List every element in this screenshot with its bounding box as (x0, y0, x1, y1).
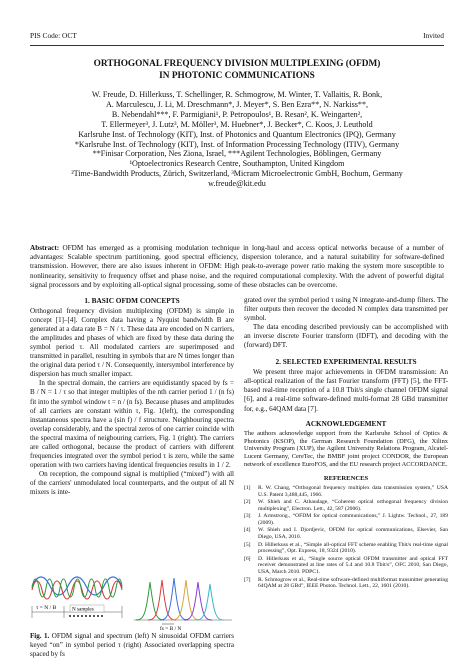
reference-number: [2] (244, 499, 251, 506)
section-heading: 1. BASIC OFDM CONCEPTS (84, 296, 180, 305)
reference-item (244, 527, 448, 541)
reference-text: D. Hillerkuss et al., “Simple all-optical FFT scheme enabling Tbit/s real-time signal processing”, Opt. Express, 18, 9324 (2010). (258, 541, 448, 555)
header-rule (30, 45, 444, 46)
body-paragraph: We present three major achievements in OFDM transmission: An all-optical realization of the fast Fourier transform (FFT) [5], the FFT-based real-time reception of a 10.8 Tbit/s single channel OFDM signal [6], and a real-time software-defined multi-format 28 GBd transmitter for, e.g., 64QAM data [7]. (244, 368, 448, 413)
references-heading: REFERENCES (323, 475, 369, 483)
reference-text: R. Schmogrow et al., Real-time software-defined multiformat transmitter generating 64QAM at 28 GBd”, IEEE Photon. Technol. Lett., 22, 1601 (2010). (258, 576, 448, 590)
body-paragraph: In the spectral domain, the carriers are equidistantly spaced by fs = B / N = 1 / τ so that integer multiples of the nth carrier period 1 / (n fs) fit into the symbol window t = n / (n fs). Because phases and amplitudes of all carriers are constant within τ, Fig. 1(left), the corresponding instantaneous spectra have a (sin f) / f structure. Neighbouring spectra overlap considerably, and the spectral zeros of one carrier coincide with the spectral maxima of neigbouring carriers, Fig. 1 (right). The carriers are called orthogonal, because the product of carriers with different frequencies integrated over the symbol period τ is zero, while the same operation with two carriers having identical frequencies results in 1 / 2. (30, 379, 234, 469)
figure-1-right-spectra (134, 578, 232, 631)
reference-text: J. Armstrong., “OFDM for optical communications,” J. Lightw. Technol., 27, 189 (2009). (258, 513, 448, 527)
reference-item (244, 577, 448, 591)
title-line: IN PHOTONIC COMMUNICATIONS (159, 71, 315, 81)
reference-number: [5] (244, 541, 251, 548)
abstract-label: Abstract: (30, 244, 60, 252)
acknowledgement-text: The authors acknowledge support from the Karlsruhe School of Optics & Photonics (KSOP), the German Research Foundation (DFG), the Xilinx University Program (XUP), the Agilent University Relations Program, Alcatel-Lucent Germany, CereTec, the BMBF joint project CONDOR, the European network of excellence EuroFOS, and the EU research project ACCORDANCE. (244, 429, 448, 469)
affiliation-line: Karlsruhe Inst. of Technology (KIT), Inst. of Photonics and Quantum Electronics (IPQ), Germany (78, 129, 396, 139)
reference-item (244, 556, 448, 576)
reference-number: [6] (244, 555, 251, 562)
affiliation-line: ¹Optoelectronics Research Centre, Southampton, United Kingdom (129, 159, 345, 169)
reference-item (244, 485, 448, 499)
body-paragraph: The data encoding described previously can be accomplished with an inverse discrete Fourier transform (IDFT), and decoding with the (forward) DFT. (244, 323, 448, 350)
contact-email[interactable]: w.freude@kit.edu (208, 179, 266, 189)
author-line: W. Freude, D. Hillerkuss, T. Schellinger, R. Schmogrow, M. Winter, T. Vallaitis, R. Bonk, (91, 90, 383, 99)
paper-title (40, 58, 434, 82)
figure-fs-label: fs = B / N (160, 626, 182, 631)
reference-text: W. Shieh and C. Athaudage, “Coherent optical orthogonal frequency division multiplexing”, Electron. Lett., 42, 587 (2006). (258, 499, 448, 513)
figure-samples-label: N samples (72, 606, 94, 613)
reference-text: D. Hillerkuss et al., “Single source optical OFDM transmitter and optical FFT receiver demonstrated at line rates of 5.4 and 10.8 Tbit/s”, OFC 2010, San Diego, USA, March 2010. PDPC1. (258, 555, 448, 576)
body-paragraph: Orthogonal frequency division multiplexing (OFDM) is simple in concept [1]–[4]. Complex data having a Nyquist bandwidth B are generated at a data rate B = N / τ. These data are encoded on N carriers, the amplitudes and phases of which are fixed by these data during the symbol period τ. All modulated carriers are superimposed and transmitted in parallel, resulting in symbols that are N times longer than the original data period τ / N. Consequently, intersymbol interference by dispersion has much smaller impact. (30, 307, 234, 379)
reference-number: [7] (244, 576, 251, 583)
header-pis-code: PIS Code: OCT (30, 31, 77, 40)
figure-1 (30, 568, 234, 631)
figure-tau-label: τ = N / B (36, 605, 57, 611)
affiliation-line: ²Time-Bandwidth Products, Zürich, Switzerland, ³Micram Microelectronic GmbH, Bochum, Germany (71, 169, 403, 179)
figure-caption (30, 632, 234, 659)
affiliation-line: **Finisar Corporation, Nes Ziona, Israel, ***Agilent Technologies, Böblingen, Germany (92, 149, 382, 159)
reference-number: [4] (244, 527, 251, 534)
title-line: ORTHOGONAL FREQUENCY DIVISION MULTIPLEXING (OFDM) (93, 59, 381, 69)
reference-list (244, 485, 448, 590)
author-block (34, 90, 440, 189)
header-invited: Invited (423, 31, 444, 40)
reference-item (244, 542, 448, 556)
reference-number: [3] (244, 513, 251, 520)
figure-1-left-waveforms (32, 577, 122, 618)
acknowledgement-heading: ACKNOWLEDGEMENT (305, 419, 387, 428)
left-column (30, 296, 234, 497)
section-heading: 2. SELECTED EXPERIMENTAL RESULTS (275, 357, 417, 367)
reference-item (244, 499, 448, 513)
author-line: B. Nebendahl***, F. Parmigiani¹, P. Petropoulos¹, B. Resan², K. Weingarten², (111, 109, 363, 119)
reference-text: W. Shieh and I. Djordjevic, OFDM for optical communications, Elsevier, San Diego, USA, 2010. (258, 527, 448, 541)
reference-item (244, 513, 448, 527)
abstract (30, 244, 444, 290)
figure-caption-text: OFDM signal and spectrum (left) N sinusoidal OFDM carriers keyed “on” in symbol period τ (right) Associated overlapping spectra spaced by fs (30, 632, 234, 658)
right-column (244, 296, 448, 591)
reference-text: R. W. Chang, “Orthogonal frequency multiplex data transmission system,” USA U.S. Patent 3,488,445, 1966. (258, 485, 448, 498)
author-line: T. Ellermeyer³, J. Lutz³, M. Möller³, M. Huebner*, J. Becker*, C. Koos, J. Leuthold (101, 119, 373, 129)
affiliation-line: *Karlsruhe Inst. of Technology (KIT), Inst. of Information Processing Technology (ITIV), Germany (74, 139, 400, 149)
author-line: A. Marculescu, J. Li, M. Dreschmann*, J. Meyer*, S. Ben Ezra**, N. Narkiss**, (105, 99, 369, 109)
reference-number: [1] (244, 485, 251, 492)
body-paragraph: On reception, the compound signal is multiplied (“mixed”) with all of the carriers' unmodulated local counterparts, and the output of all N mixers is inte- (30, 469, 234, 496)
body-paragraph: grated over the symbol period τ using N integrate-and-dump filters. The filter outputs then recover the decoded N complex data transmitted per symbol. (244, 296, 448, 323)
figure-caption-label: Fig. 1. (30, 632, 50, 640)
figure-1-graphic (30, 568, 234, 631)
abstract-text: OFDM has emerged as a promising modulation technique in long-haul and access optical networks because of a number of advantages: Scalable spectrum partitioning, good spectral efficiency, dispersion tolerance, and a natural suitability for software-defined transmission. However, there are also issues inherent in OFDM: High peak-to-average power ratio making the system more susceptible to nonlinearity, sensitivity to frequency offset and phase noise, and the required computational complexity. With the advent of powerful digital signal processors and by exploiting all-optical signal processing, some of these obstacles can be overcome. (30, 244, 444, 289)
